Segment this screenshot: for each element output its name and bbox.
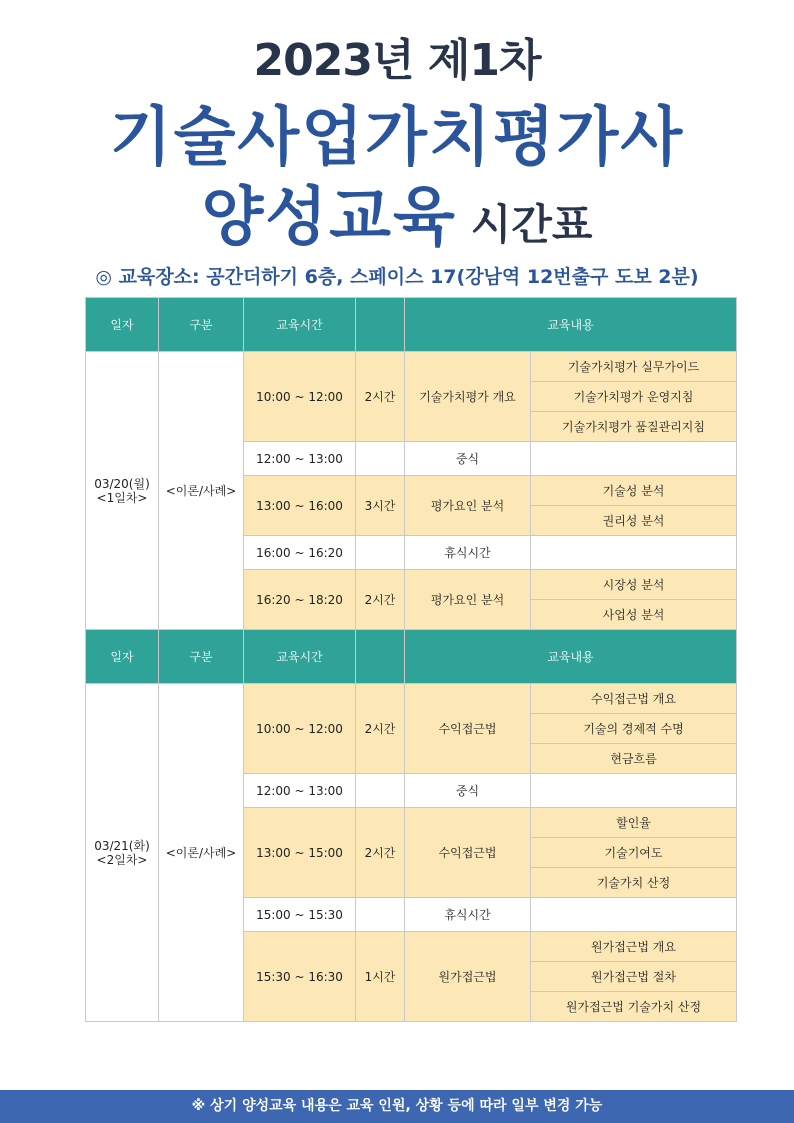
subject-cell: 휴식시간 (405, 536, 531, 570)
title-schedule: 시간표 (470, 200, 593, 249)
subject-cell: 수익접근법 (405, 684, 531, 774)
detail-cell: 원가접근법 기술가치 산정 (531, 992, 737, 1022)
type-cell: <이론/사례> (159, 684, 244, 1022)
hours-cell: 2시간 (356, 352, 405, 442)
detail-cell: 원가접근법 개요 (531, 932, 737, 962)
hours-cell: 1시간 (356, 932, 405, 1022)
date-cell (86, 684, 159, 1022)
footer-note: ※ 상기 양성교육 내용은 교육 인원, 상황 등에 따라 일부 변경 가능 (0, 1090, 794, 1123)
title-year: 2023년 제1차 (253, 35, 541, 86)
day-label: <1일차> (96, 490, 148, 505)
detail-cell: 기술의 경제적 수명 (531, 714, 737, 744)
detail-cell: 현금흐름 (531, 744, 737, 774)
hours-cell: 3시간 (356, 476, 405, 536)
subject-cell: 휴식시간 (405, 898, 531, 932)
detail-cell (531, 536, 737, 570)
detail-cell: 기술기여도 (531, 838, 737, 868)
detail-cell (531, 898, 737, 932)
hours-cell: 2시간 (356, 570, 405, 630)
header-type: 구분 (159, 630, 244, 684)
hours-cell (356, 442, 405, 476)
header-date: 일자 (86, 630, 159, 684)
time-cell: 16:20 ~ 18:20 (244, 570, 356, 630)
detail-cell: 기술가치 산정 (531, 868, 737, 898)
title-training: 양성교육 (201, 181, 457, 255)
date-cell (86, 352, 159, 630)
header-content: 교육내용 (405, 630, 737, 684)
table-row (86, 684, 737, 714)
time-cell: 12:00 ~ 13:00 (244, 774, 356, 808)
title-line3 (0, 166, 794, 258)
time-cell: 10:00 ~ 12:00 (244, 684, 356, 774)
date-text: 03/21(화) (94, 838, 150, 853)
time-cell: 12:00 ~ 13:00 (244, 442, 356, 476)
time-cell: 10:00 ~ 12:00 (244, 352, 356, 442)
time-cell: 15:00 ~ 15:30 (244, 898, 356, 932)
time-cell: 13:00 ~ 16:00 (244, 476, 356, 536)
time-cell: 13:00 ~ 15:00 (244, 808, 356, 898)
header-time: 교육시간 (244, 630, 356, 684)
subject-cell: 평가요인 분석 (405, 476, 531, 536)
detail-cell: 권리성 분석 (531, 506, 737, 536)
hours-cell: 2시간 (356, 808, 405, 898)
subject-cell: 중식 (405, 442, 531, 476)
header-row (86, 298, 737, 352)
time-cell: 15:30 ~ 16:30 (244, 932, 356, 1022)
subject-cell: 수익접근법 (405, 808, 531, 898)
time-cell: 16:00 ~ 16:20 (244, 536, 356, 570)
detail-cell: 기술가치평가 품질관리지침 (531, 412, 737, 442)
detail-cell: 시장성 분석 (531, 570, 737, 600)
subject-cell: 평가요인 분석 (405, 570, 531, 630)
detail-cell: 수익접근법 개요 (531, 684, 737, 714)
title-program: 기술사업가치평가사 (109, 101, 685, 175)
subject-cell: 기술가치평가 개요 (405, 352, 531, 442)
table-row (86, 352, 737, 382)
header-date: 일자 (86, 298, 159, 352)
hours-cell (356, 898, 405, 932)
header-time: 교육시간 (244, 298, 356, 352)
detail-cell: 기술가치평가 운영지침 (531, 382, 737, 412)
detail-cell: 기술성 분석 (531, 476, 737, 506)
type-cell: <이론/사례> (159, 352, 244, 630)
header-row (86, 630, 737, 684)
detail-cell (531, 442, 737, 476)
subject-cell: 중식 (405, 774, 531, 808)
hours-cell (356, 536, 405, 570)
header-content: 교육내용 (405, 298, 737, 352)
schedule-table (85, 297, 737, 1022)
detail-cell: 기술가치평가 실무가이드 (531, 352, 737, 382)
header-blank (356, 630, 405, 684)
hours-cell: 2시간 (356, 684, 405, 774)
detail-cell (531, 774, 737, 808)
venue-info: ◎ 교육장소: 공간더하기 6층, 스페이스 17(강남역 12번출구 도보 2분) (95, 266, 699, 288)
header-type: 구분 (159, 298, 244, 352)
detail-cell: 원가접근법 절차 (531, 962, 737, 992)
detail-cell: 할인율 (531, 808, 737, 838)
hours-cell (356, 774, 405, 808)
detail-cell: 사업성 분석 (531, 600, 737, 630)
header-blank (356, 298, 405, 352)
subject-cell: 원가접근법 (405, 932, 531, 1022)
day-label: <2일차> (96, 852, 148, 867)
date-text: 03/20(월) (94, 476, 150, 491)
